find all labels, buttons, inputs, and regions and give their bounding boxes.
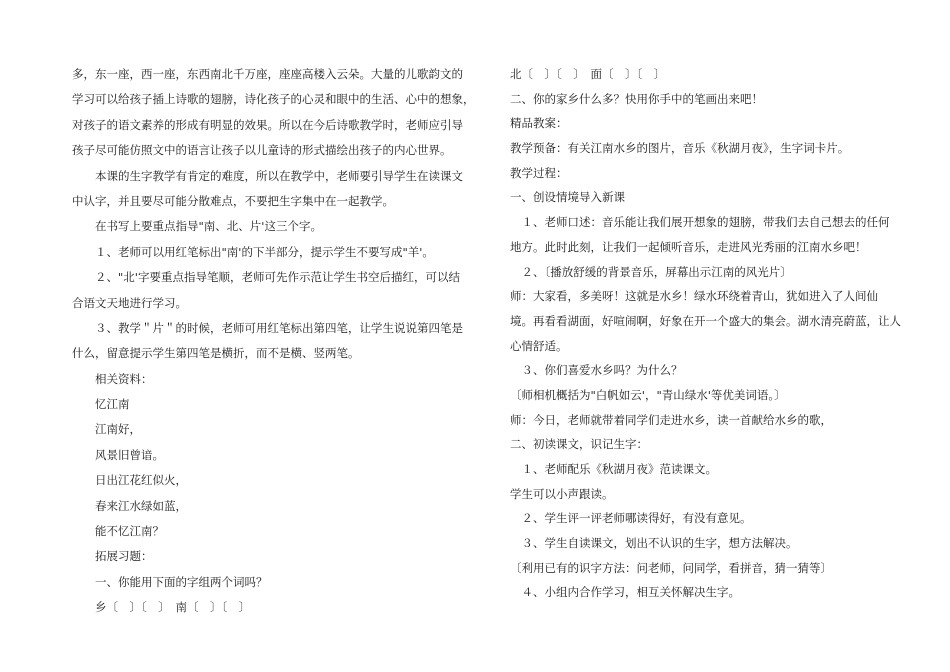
text-line: 本课的生字教学有肯定的难度，所以在教学中，老师要引导学生在读课文 [72, 168, 463, 183]
section-heading: 精品教案： [510, 116, 568, 131]
text-line: ３、教学＂片＂的时候，老师可用红笔标出第四笔，让学生说说第四笔是 [72, 320, 463, 335]
text-line: 地方。此时此刻，让我们一起倾听音乐，走进风光秀丽的江南水乡吧！ [510, 239, 867, 254]
text-line: 在书写上要重点指导"南、北、片'这三个字。 [72, 219, 322, 234]
section-heading: 拓展习题： [72, 549, 153, 564]
text-line: １、老师可以用红笔标出"南'的下半部分，提示学生不要写成"羊'。 [72, 244, 434, 259]
text-line: 心情舒适。 [510, 338, 568, 353]
text-line: 孩子尽可能仿照文中的语言让孩子以儿童诗的形式描绘出孩子的内心世界。 [72, 143, 452, 158]
left-column [72, 62, 475, 621]
exercise-question: 二、你的家乡什么多？快用你手中的笔画出来吧！ [510, 91, 763, 106]
exercise-blanks: 北〔 〕〔 〕 面〔 〕〔 〕 [510, 67, 666, 81]
poem-line: 春来江水绿如蓝， [72, 498, 187, 513]
poem-line: 日出江花红似火， [72, 473, 187, 488]
section-heading: 一、创设情境导入新课 [510, 190, 625, 205]
poem-line: 风景旧曾谙。 [72, 447, 164, 462]
section-heading: 二、初读课文，识记生字： [510, 437, 648, 452]
text-line: 教学预备：有关江南水乡的图片，音乐《秋湖月夜》，生字词卡片。 [510, 141, 850, 156]
text-line: 师：大家看，多美呀！这就是水乡！绿水环绕着青山，犹如进入了人间仙 [510, 289, 878, 304]
exercise-blanks: 乡〔 〕〔 〕 南〔 〕〔 〕 [72, 600, 251, 615]
right-column [510, 62, 901, 605]
text-line: １、老师配乐《秋湖月夜》范读课文。 [510, 462, 717, 476]
text-line: ２、〔播放舒缓的背景音乐，屏幕出示江南的风光片〕 [510, 264, 792, 279]
text-line: ３、学生自读课文，划出不认识的生字，想方法解决。 [510, 536, 798, 551]
text-line: 多，东一座，西一座，东西南北千万座，座座高楼入云朵。大量的儿歌韵文的 [72, 67, 463, 81]
text-line: 〔师相机概括为"白帆如云'，"青山绿水'等优美词语。〕 [510, 387, 786, 402]
poem-line: 能不忆江南？ [72, 524, 164, 539]
text-line: １、老师口述：音乐能让我们展开想象的翅膀，带我们去自己想去的任何 [510, 215, 890, 230]
section-heading: 教学过程： [510, 165, 568, 180]
text-line: 合语文天地进行学习。 [72, 295, 187, 310]
text-line: ４、小组内合作学习，相互关怀解决生字。 [510, 585, 740, 600]
text-line: 境。再看看湖面，好喧闹啊，好象在开一个盛大的集会。湖水清亮蔚蓝，让人 [510, 313, 901, 328]
text-line: ３、你们喜爱水乡吗？为什么？ [510, 363, 683, 378]
text-line: 学习可以给孩子插上诗歌的翅膀，诗化孩子的心灵和眼中的生活、心中的想象， [72, 92, 475, 107]
text-line: ２、学生评一评老师哪读得好，有没有意见。 [510, 511, 752, 526]
poem-title: 忆江南 [72, 397, 130, 412]
text-line: 师：今日，老师就带着同学们走进水乡，读一首献给水乡的歌， [510, 412, 832, 427]
text-line: 中认字，并且要尽可能分散难点，不要把生字集中在一起教学。 [72, 193, 394, 208]
text-line: 〔利用已有的识字方法：问老师，问同学，看拼音，猜一猜等〕 [510, 560, 832, 575]
text-line: 学生可以小声跟读。 [510, 486, 614, 501]
text-line: 对孩子的语文素养的形成有明显的效果。所以在今后诗歌教学时，老师应引导 [72, 117, 463, 132]
text-line: ２、"北'字要重点指导笔顺，老师可先作示范让学生书空后描红，可以结 [72, 270, 460, 285]
text-line: 相关资料： [72, 371, 153, 386]
poem-line: 江南好， [72, 422, 141, 437]
text-line: 什么，留意提示学生第四笔是横折，而不是横、竖两笔。 [72, 346, 360, 361]
exercise-question: 一、你能用下面的字组两个词吗？ [72, 574, 268, 589]
